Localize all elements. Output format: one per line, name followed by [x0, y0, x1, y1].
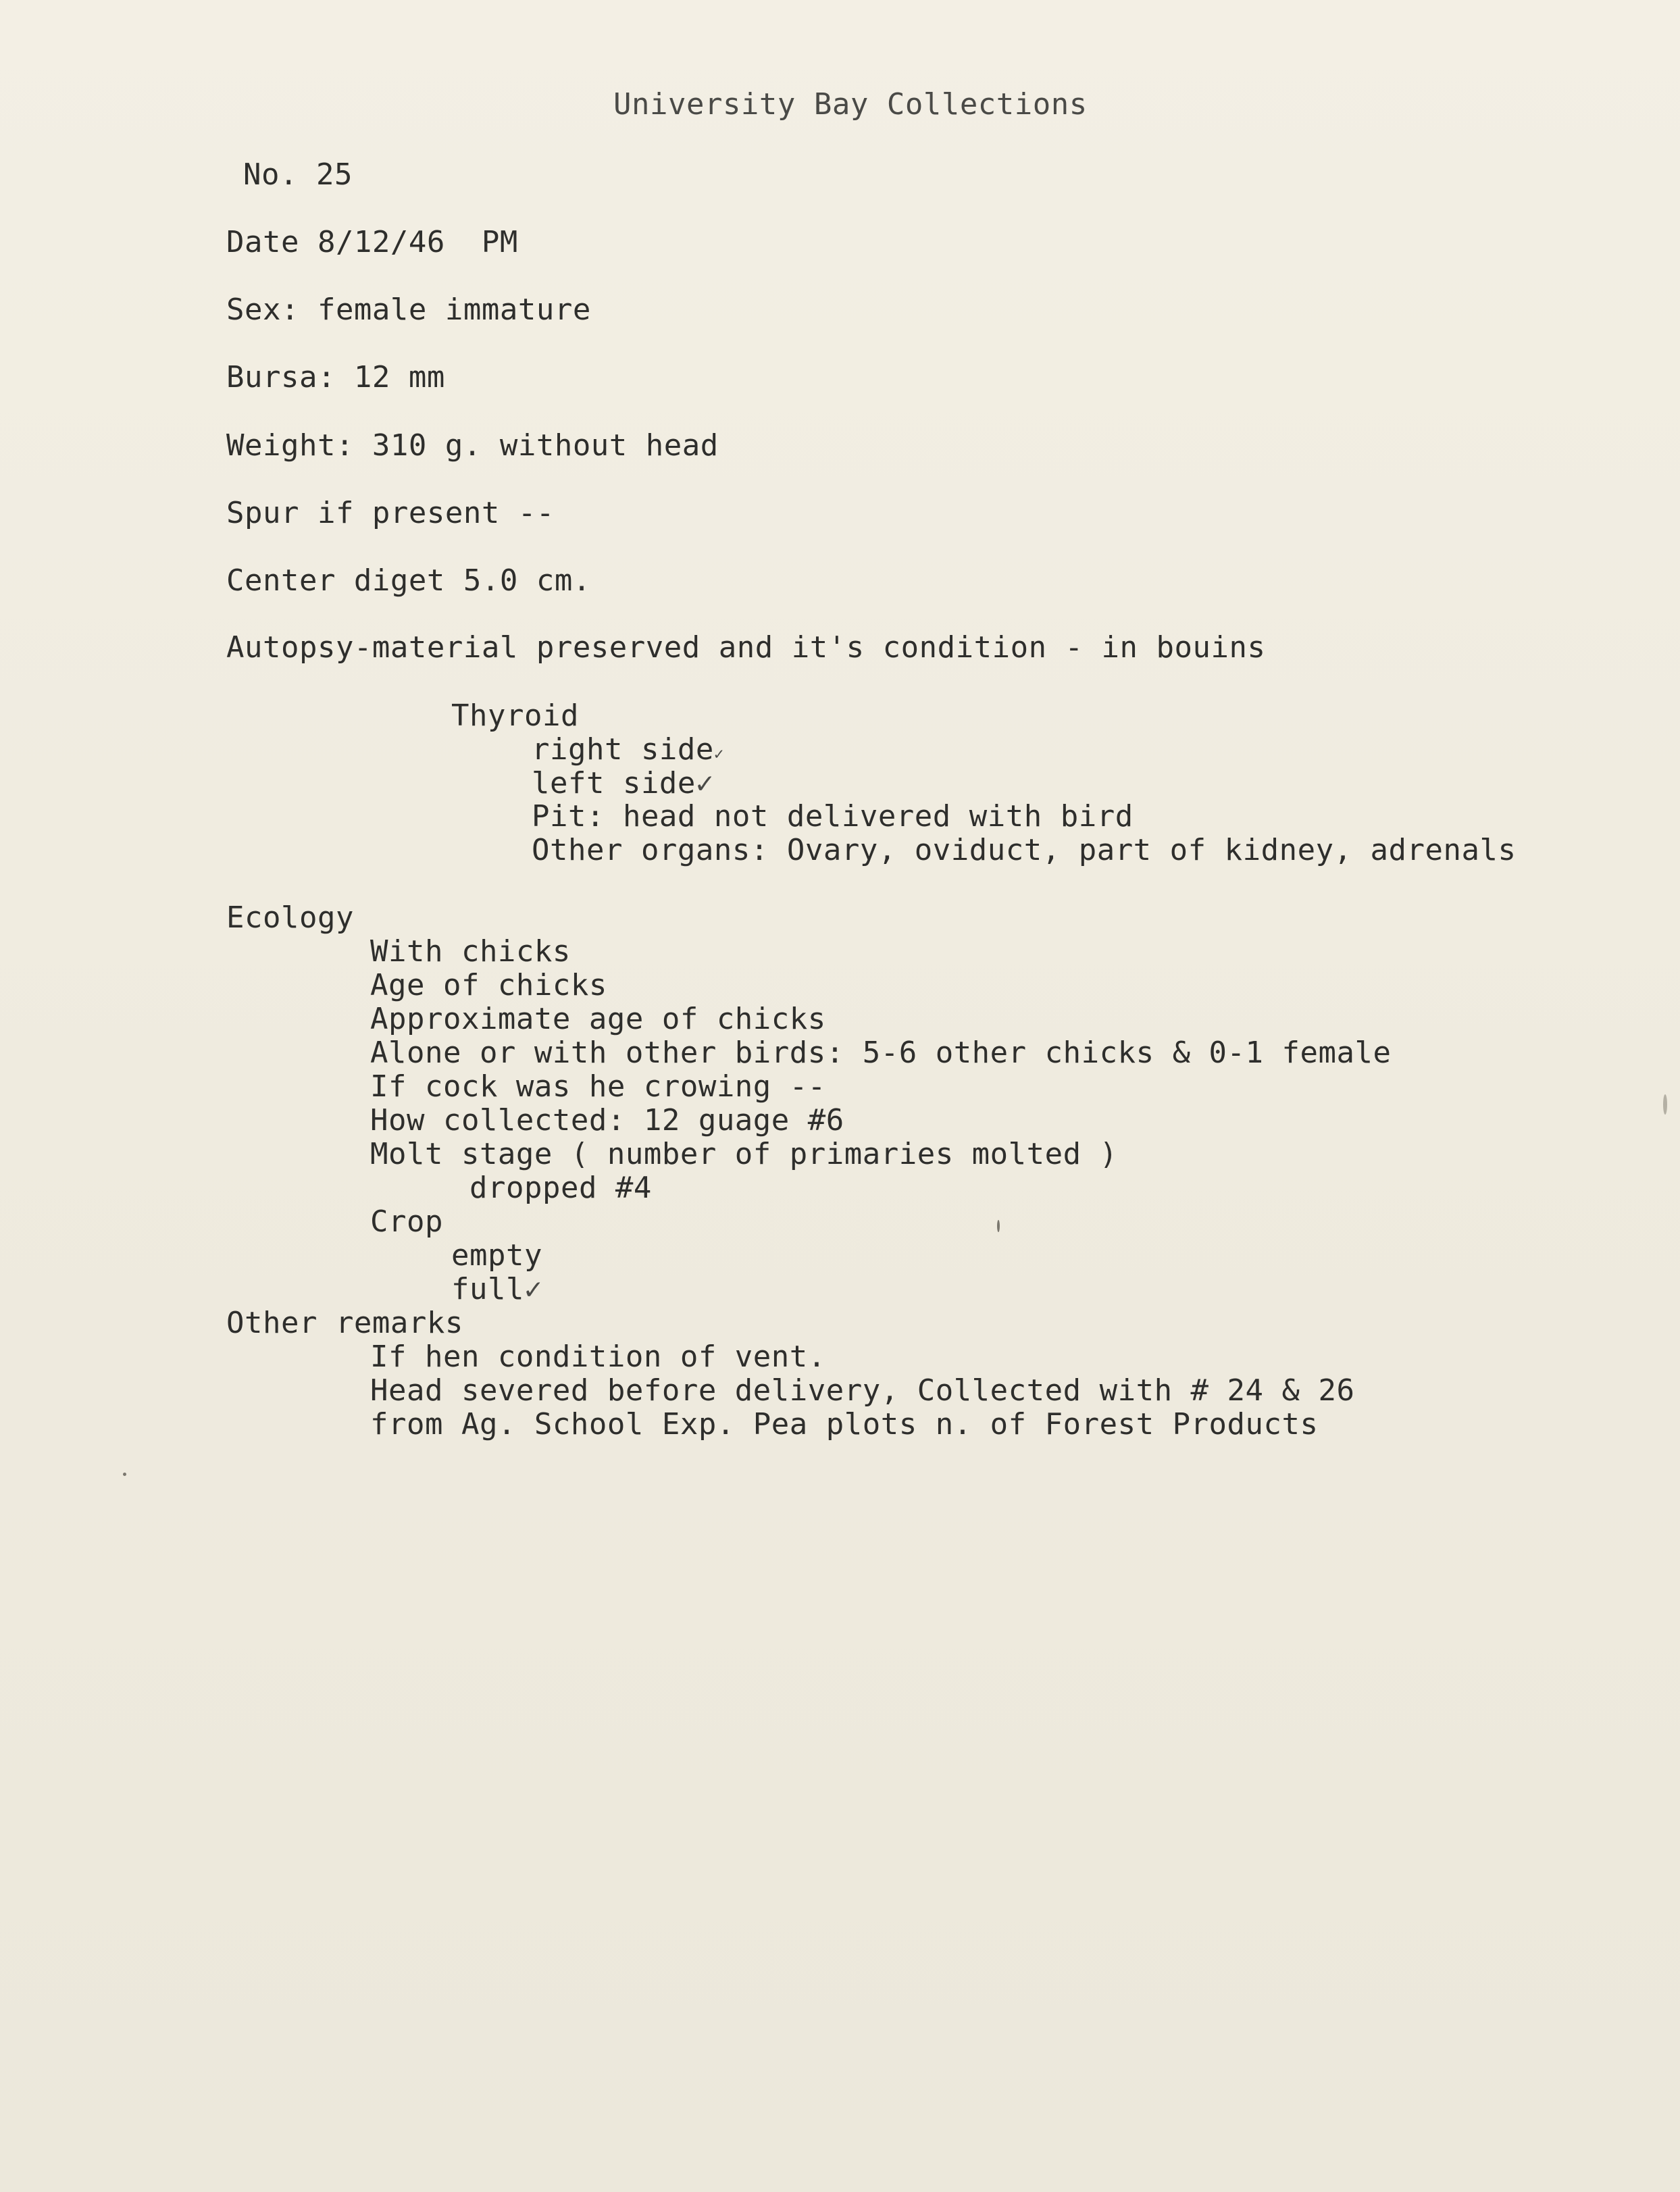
age-of-chicks-field: Age of chicks	[370, 968, 607, 1002]
ecology-heading: Ecology	[226, 900, 354, 935]
crop-heading: Crop	[370, 1204, 443, 1239]
alone-or-with-field: Alone or with other birds: 5-6 other chicks & 0-1 female	[370, 1036, 1392, 1070]
other-remarks-heading: Other remarks	[226, 1306, 463, 1340]
specimen-number: No. 25	[243, 157, 353, 192]
with-chicks-field: With chicks	[370, 934, 571, 969]
how-collected-field: How collected: 12 guage #6	[370, 1103, 844, 1138]
thyroid-right-side	[532, 733, 724, 771]
paper-speck	[1663, 1094, 1667, 1115]
thyroid-left-side	[532, 767, 714, 800]
crop-full-label: full	[451, 1272, 524, 1306]
center-diget-field: Center diget 5.0 cm.	[226, 563, 591, 598]
date-field: Date 8/12/46 PM	[226, 225, 518, 259]
other-organs-field: Other organs: Ovary, oviduct, part of kidney, adrenals	[532, 833, 1517, 867]
left-side-label: left side	[532, 766, 696, 800]
check-mark-icon: ✓	[713, 744, 724, 763]
check-mark-icon: ✓	[524, 1272, 542, 1306]
from-ag-field: from Ag. School Exp. Pea plots n. of Forest Products	[370, 1407, 1319, 1442]
cock-crowing-field: If cock was he crowing --	[370, 1069, 826, 1104]
paper-speck	[123, 1473, 126, 1476]
paper-speck	[997, 1220, 1000, 1232]
pit-field: Pit: head not delivered with bird	[532, 799, 1134, 834]
thyroid-heading: Thyroid	[451, 698, 579, 733]
weight-field: Weight: 310 g. without head	[226, 428, 719, 463]
approximate-age-field: Approximate age of chicks	[370, 1002, 826, 1036]
autopsy-field: Autopsy-material preserved and it's condition - in bouins	[226, 630, 1266, 665]
head-severed-field: Head severed before delivery, Collected with # 24 & 26	[370, 1373, 1355, 1408]
right-side-label: right side	[532, 732, 714, 767]
molt-stage-field: Molt stage ( number of primaries molted )	[370, 1137, 1118, 1171]
bursa-field: Bursa: 12 mm	[226, 360, 445, 394]
dropped-field: dropped #4	[469, 1171, 652, 1205]
hen-condition-field: If hen condition of vent.	[370, 1340, 826, 1374]
check-mark-icon: ✓	[695, 766, 714, 800]
crop-full	[451, 1273, 542, 1306]
spur-field: Spur if present --	[226, 496, 555, 530]
page-title: University Bay Collections	[613, 87, 1088, 122]
crop-empty: empty	[451, 1238, 542, 1273]
sex-field: Sex: female immature	[226, 292, 591, 327]
